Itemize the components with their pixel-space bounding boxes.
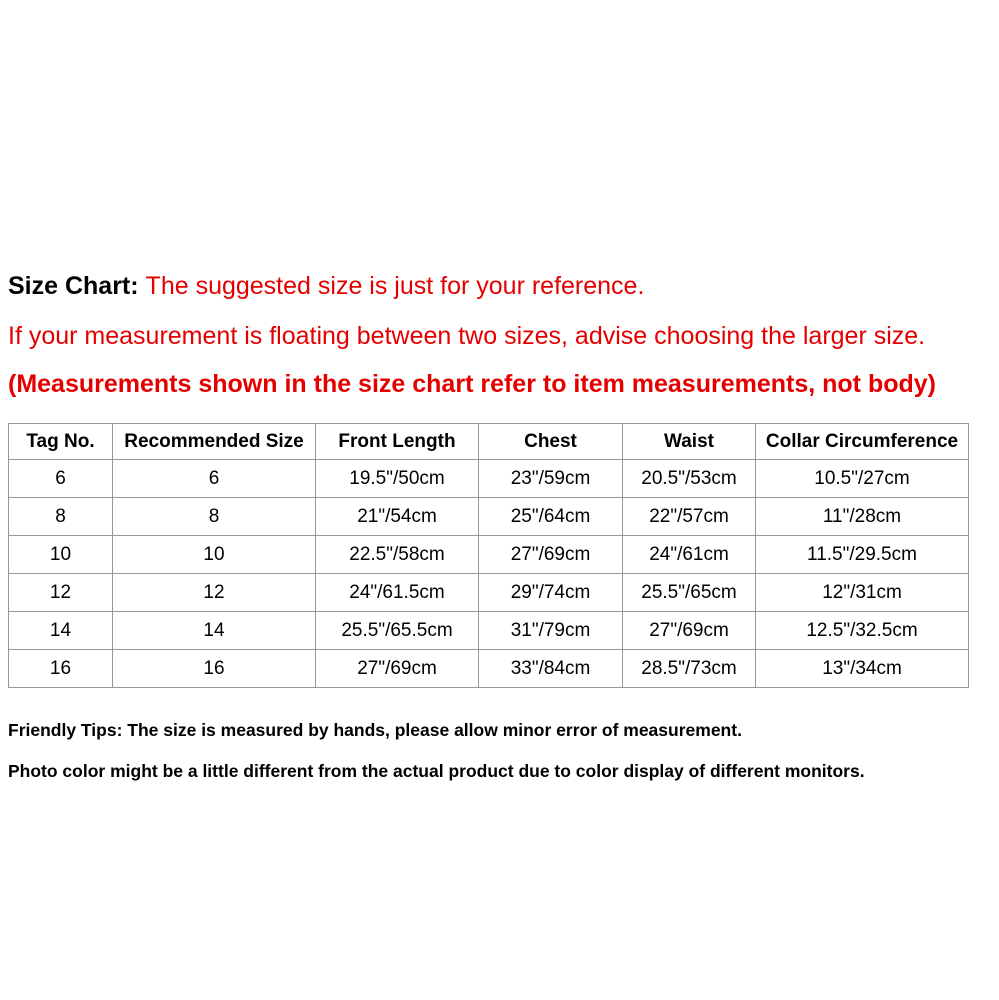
reference-note: The suggested size is just for your reference. xyxy=(145,272,645,300)
column-header-recommended-size: Recommended Size xyxy=(113,424,316,460)
cell-collar-circumference: 11.5"/29.5cm xyxy=(756,536,969,574)
cell-collar-circumference: 10.5"/27cm xyxy=(756,460,969,498)
cell-recommended-size: 6 xyxy=(113,460,316,498)
cell-tag-no: 6 xyxy=(9,460,113,498)
size-row-8 xyxy=(9,498,969,536)
column-header-chest: Chest xyxy=(479,424,623,460)
cell-recommended-size: 12 xyxy=(113,574,316,612)
cell-front-length: 22.5"/58cm xyxy=(316,536,479,574)
cell-waist: 20.5"/53cm xyxy=(623,460,756,498)
cell-front-length: 25.5"/65.5cm xyxy=(316,612,479,650)
size-chart-title: Size Chart xyxy=(8,272,131,300)
photo-color-note-line: Photo color might be a little different from the actual product due to color display of different monitors. xyxy=(8,761,865,781)
cell-waist: 24"/61cm xyxy=(623,536,756,574)
sizing-advice-line: If your measurement is floating between two sizes, advise choosing the larger size. xyxy=(8,322,926,350)
cell-recommended-size: 16 xyxy=(113,650,316,688)
cell-tag-no: 14 xyxy=(9,612,113,650)
cell-front-length: 24"/61.5cm xyxy=(316,574,479,612)
cell-chest: 29"/74cm xyxy=(479,574,623,612)
size-row-16 xyxy=(9,650,969,688)
cell-collar-circumference: 11"/28cm xyxy=(756,498,969,536)
cell-tag-no: 16 xyxy=(9,650,113,688)
cell-chest: 25"/64cm xyxy=(479,498,623,536)
cell-front-length: 19.5"/50cm xyxy=(316,460,479,498)
size-row-6 xyxy=(9,460,969,498)
size-row-14 xyxy=(9,612,969,650)
cell-collar-circumference: 12"/31cm xyxy=(756,574,969,612)
cell-collar-circumference: 12.5"/32.5cm xyxy=(756,612,969,650)
measurement-disclaimer-line: (Measurements shown in the size chart refer to item measurements, not body) xyxy=(8,370,936,398)
cell-waist: 27"/69cm xyxy=(623,612,756,650)
cell-chest: 27"/69cm xyxy=(479,536,623,574)
column-header-tag-no: Tag No. xyxy=(9,424,113,460)
cell-collar-circumference: 13"/34cm xyxy=(756,650,969,688)
size-chart-table xyxy=(8,423,969,688)
cell-chest: 23"/59cm xyxy=(479,460,623,498)
cell-tag-no: 10 xyxy=(9,536,113,574)
friendly-tips-line: Friendly Tips: The size is measured by hands, please allow minor error of measurement. xyxy=(8,720,742,740)
cell-chest: 33"/84cm xyxy=(479,650,623,688)
cell-tag-no: 12 xyxy=(9,574,113,612)
title-colon: : xyxy=(130,272,146,300)
size-row-12 xyxy=(9,574,969,612)
size-chart-heading xyxy=(8,272,644,301)
cell-recommended-size: 8 xyxy=(113,498,316,536)
column-header-waist: Waist xyxy=(623,424,756,460)
cell-waist: 22"/57cm xyxy=(623,498,756,536)
column-header-front-length: Front Length xyxy=(316,424,479,460)
cell-waist: 25.5"/65cm xyxy=(623,574,756,612)
cell-tag-no: 8 xyxy=(9,498,113,536)
cell-chest: 31"/79cm xyxy=(479,612,623,650)
header-row xyxy=(9,424,969,460)
column-header-collar-circumference: Collar Circumference xyxy=(756,424,969,460)
cell-front-length: 21"/54cm xyxy=(316,498,479,536)
cell-front-length: 27"/69cm xyxy=(316,650,479,688)
cell-recommended-size: 14 xyxy=(113,612,316,650)
cell-recommended-size: 10 xyxy=(113,536,316,574)
cell-waist: 28.5"/73cm xyxy=(623,650,756,688)
size-row-10 xyxy=(9,536,969,574)
